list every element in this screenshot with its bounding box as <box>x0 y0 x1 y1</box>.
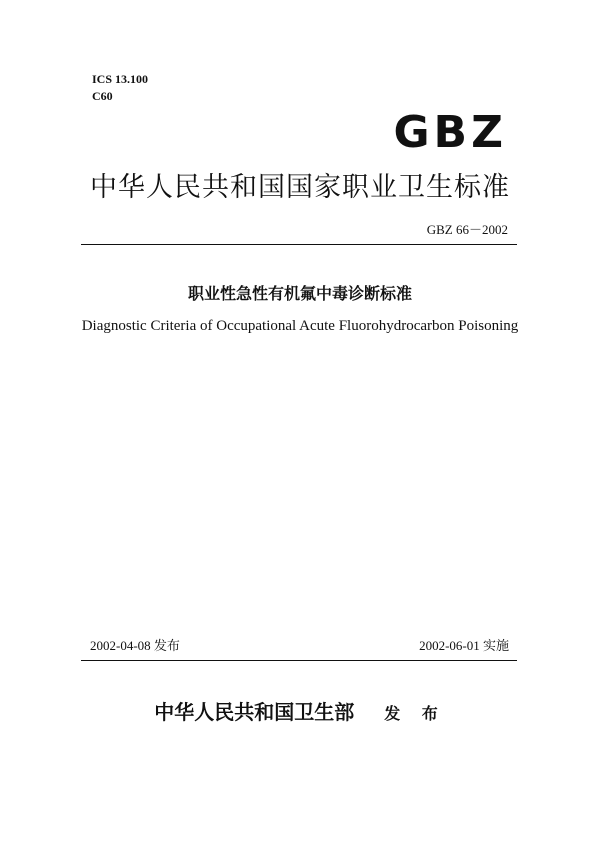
standard-category: 中华人民共和国国家职业卫生标准 <box>90 172 510 203</box>
top-divider <box>81 244 517 245</box>
issuer <box>0 698 600 728</box>
gbz-logo: GBZ <box>393 107 507 158</box>
standard-number: GBZ 66－2002 <box>426 222 508 237</box>
ccs-code: C60 <box>92 89 113 103</box>
ics-code: ICS 13.100 <box>92 72 149 86</box>
issuer-name: 中华人民共和国卫生部 <box>154 700 355 724</box>
implementation-date: 2002-06-01 实施 <box>419 638 509 653</box>
title-chinese: 职业性急性有机氟中毒诊断标准 <box>187 284 412 303</box>
title-english: Diagnostic Criteria of Occupational Acute Fluorohydrocarbon Poisoning <box>81 318 519 334</box>
issue-date: 2002-04-08 发布 <box>90 638 180 653</box>
bottom-divider <box>81 660 517 661</box>
issuer-action: 发 布 <box>384 704 446 723</box>
